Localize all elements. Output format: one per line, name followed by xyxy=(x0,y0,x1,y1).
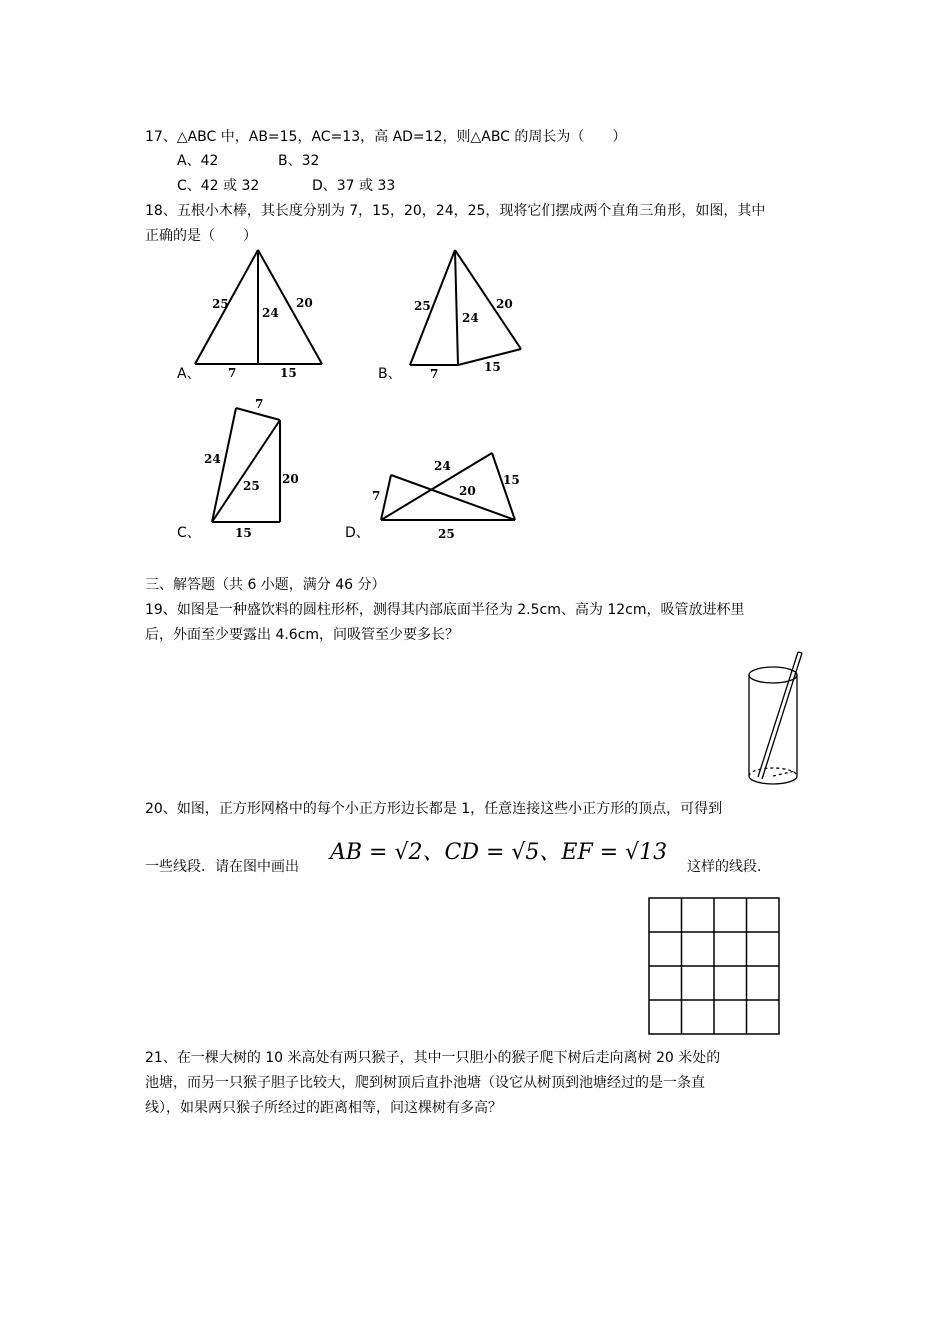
q20-stem-line2-prefix: 一些线段．请在图中画出 xyxy=(145,859,299,875)
fig-b-label-25: 25 xyxy=(414,299,431,313)
fig-a-label-25: 25 xyxy=(212,297,229,311)
q18-figure-c xyxy=(200,395,310,543)
q21-stem-line2: 池塘，而另一只猴子胆子比较大，爬到树顶后直扑池塘（设它从树顶到池塘经过的是一条直 xyxy=(145,1075,705,1091)
fig-c-label-15: 15 xyxy=(235,526,252,540)
fig-a-label-7: 7 xyxy=(228,366,237,380)
q18-stem-line2: 正确的是（ ） xyxy=(145,228,257,244)
fig-d-label-7: 7 xyxy=(372,489,381,503)
q17-option-a: A、42 xyxy=(177,153,219,169)
fig-d-label-24: 24 xyxy=(434,459,451,473)
q19-stem-line1: 19、如图是一种盛饮料的圆柱形杯，测得其内部底面半径为 2.5cm、高为 12cm，吸管放进杯里 xyxy=(145,602,745,618)
fig-d-label-25: 25 xyxy=(438,527,455,541)
q17-option-d: D、37 或 33 xyxy=(312,178,396,194)
q19-stem-line2: 后，外面至少要露出 4.6cm，问吸管至少要多长？ xyxy=(145,627,460,643)
q17-option-b: B、32 xyxy=(278,153,320,169)
fig-d-label-15: 15 xyxy=(503,473,520,487)
fig-a-label-15: 15 xyxy=(280,366,297,380)
q20-stem-line2-suffix: 这样的线段． xyxy=(687,859,771,875)
q18-label-d: D、 xyxy=(345,525,370,541)
q18-figure-d xyxy=(368,440,528,545)
fig-d-label-20: 20 xyxy=(459,484,476,498)
fig-b-label-15: 15 xyxy=(484,360,501,374)
q18-label-a: A、 xyxy=(177,366,201,382)
section-3-heading: 三、解答题（共 6 小题，满分 46 分） xyxy=(145,577,386,593)
fig-c-label-24: 24 xyxy=(204,452,221,466)
fig-b-label-7: 7 xyxy=(430,367,439,380)
q21-stem-line1: 21、在一棵大树的 10 米高处有两只猴子，其中一只胆小的猴子爬下树后走向离树 20 米处的 xyxy=(145,1050,721,1066)
q21-stem-line3: 线），如果两只猴子所经过的距离相等，问这棵树有多高？ xyxy=(145,1100,502,1116)
fig-b-label-20: 20 xyxy=(496,297,513,311)
q18-label-b: B、 xyxy=(378,366,402,382)
q17-stem: 17、△ABC 中，AB=15，AC=13，高 AD=12，则△ABC 的周长为（ ） xyxy=(145,129,627,145)
q18-label-c: C、 xyxy=(177,525,201,541)
fig-c-label-7: 7 xyxy=(255,397,264,411)
fig-a-label-24: 24 xyxy=(262,306,279,320)
q18-figure-b xyxy=(405,245,535,380)
fig-a-label-20: 20 xyxy=(296,296,313,310)
q20-formula: AB = √2、CD = √5、EF = √13 xyxy=(330,840,668,865)
fig-c-label-25: 25 xyxy=(243,479,260,493)
q17-option-c: C、42 或 32 xyxy=(177,178,260,194)
q18-figure-a xyxy=(190,245,335,380)
q20-stem-line1: 20、如图，正方形网格中的每个小正方形边长都是 1，任意连接这些小正方形的顶点，可得到 xyxy=(145,801,723,817)
q20-square-grid xyxy=(648,896,782,1038)
q19-cup-with-straw-figure xyxy=(740,643,815,788)
fig-c-label-20: 20 xyxy=(282,472,299,486)
fig-b-label-24: 24 xyxy=(462,311,479,325)
q18-stem-line1: 18、五根小木棒，其长度分别为 7，15，20，24，25，现将它们摆成两个直角三角形，如图，其中 xyxy=(145,203,766,219)
